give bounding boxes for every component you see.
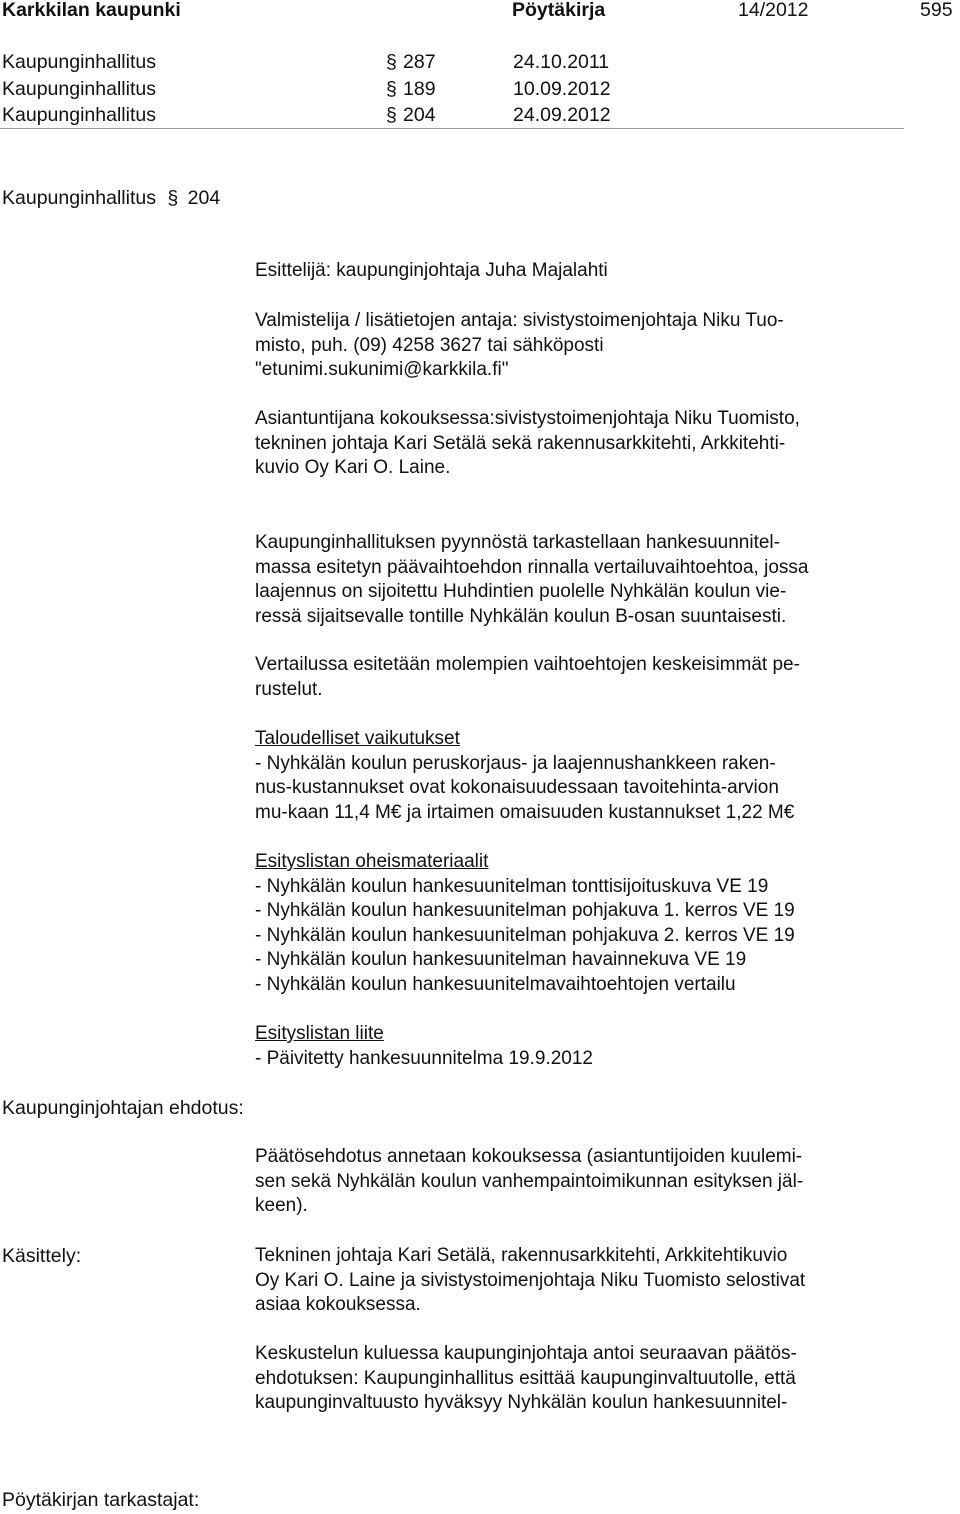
attachment-item: - Nyhkälän koulun hankesuunitelman tonttisijoituskuva VE 19 bbox=[255, 875, 769, 897]
experts-block bbox=[255, 407, 895, 481]
document-number: 14/2012 bbox=[738, 0, 809, 21]
text-line: ehdotuksen: Kaupunginhallitus esittää kaupunginvaltuutolle, että bbox=[255, 1367, 796, 1389]
text-line: Valmistelija / lisätietojen antaja: sivistystoimenjohtaja Niku Tuo- bbox=[255, 310, 784, 331]
text-line: tekninen johtaja Kari Setälä sekä rakennusarkkitehti, Arkkitehti- bbox=[255, 432, 786, 454]
section-symbol: § bbox=[386, 51, 397, 73]
attachment-item: - Nyhkälän koulun hankesuunitelmavaihtoehtojen vertailu bbox=[255, 973, 736, 995]
text-line: mu-kaan 11,4 M€ ja irtaimen omaisuuden kustannukset 1,22 M€ bbox=[255, 801, 795, 823]
appendix-heading: Esityslistan liite bbox=[255, 1023, 384, 1044]
presenter-line: Esittelijä: kaupunginjohtaja Juha Majalahti bbox=[255, 260, 608, 281]
attachments-section bbox=[255, 850, 895, 997]
attachments-heading: Esityslistan oheismateriaalit bbox=[255, 851, 489, 872]
economic-heading: Taloudelliset vaikutukset bbox=[255, 728, 460, 749]
text-line: nus-kustannukset ovat kokonaisuudessaan tavoitehinta-arvion bbox=[255, 777, 779, 798]
history-date: 24.09.2012 bbox=[513, 104, 611, 126]
section-symbol: § bbox=[167, 187, 179, 209]
attachment-item: - Nyhkälän koulun hankesuunitelman pohjakuva 2. kerros VE 19 bbox=[255, 924, 795, 946]
text-line: Kaupunginhallituksen pyynnöstä tarkastellaan hankesuunnitel- bbox=[255, 532, 780, 553]
text-line: - Nyhkälän koulun peruskorjaus- ja laajennushankkeen raken- bbox=[255, 752, 776, 774]
text-line: Tekninen johtaja Kari Setälä, rakennusarkkitehti, Arkkitehtikuvio bbox=[255, 1245, 788, 1266]
text-line: Oy Kari O. Laine ja sivistystoimenjohtaja Niku Tuomisto selostivat bbox=[255, 1269, 806, 1291]
text-line: Keskustelun kuluessa kaupunginjohtaja antoi seuraavan päätös- bbox=[255, 1343, 797, 1364]
handling-paragraph-1 bbox=[255, 1244, 895, 1318]
text-line: sen sekä Nyhkälän koulun vanhempaintoimikunnan esityksen jäl- bbox=[255, 1170, 804, 1192]
appendix-item: - Päivitetty hankesuunnitelma 19.9.2012 bbox=[255, 1047, 593, 1069]
checkers-label: Pöytäkirjan tarkastajat: bbox=[2, 1489, 200, 1511]
presenter-block bbox=[255, 259, 895, 284]
mayor-proposal-label: Kaupunginjohtajan ehdotus: bbox=[2, 1097, 244, 1119]
item-heading bbox=[2, 186, 220, 211]
text-line: Asiantuntijana kokouksessa:sivistystoimenjohtaja Niku Tuomisto, bbox=[255, 408, 800, 429]
page-number: 595 bbox=[920, 0, 953, 21]
text-line: ressä sijaitsevalle tontille Nyhkälän koulun B-osan suuntaisesti. bbox=[255, 605, 787, 627]
item-heading-number: 204 bbox=[187, 187, 221, 209]
handling-label: Käsittely: bbox=[2, 1245, 82, 1267]
mayor-proposal-text bbox=[255, 1145, 895, 1219]
text-line: rustelut. bbox=[255, 678, 323, 700]
preparer-block bbox=[255, 309, 895, 383]
text-line: kuvio Oy Kari O. Laine. bbox=[255, 457, 451, 478]
appendix-section bbox=[255, 1022, 895, 1071]
text-line: Vertailussa esitetään molempien vaihtoehtojen keskeisimmät pe- bbox=[255, 654, 800, 675]
text-line: laajennus on sijoitettu Huhdintien puolelle Nyhkälän koulun vie- bbox=[255, 581, 787, 602]
document-type: Pöytäkirja bbox=[512, 0, 606, 21]
economic-section bbox=[255, 727, 895, 825]
handling-paragraph-2 bbox=[255, 1342, 895, 1416]
history-number: 287 bbox=[403, 51, 436, 73]
comparison-paragraph bbox=[255, 653, 895, 702]
history-date: 24.10.2011 bbox=[513, 51, 610, 73]
section-symbol: § bbox=[386, 104, 397, 126]
text-line: massa esitetyn päävaihtoehdon rinnalla vertailuvaihtoehtoa, jossa bbox=[255, 556, 809, 578]
section-symbol: § bbox=[386, 78, 397, 100]
history-body: Kaupunginhallitus bbox=[2, 104, 156, 126]
text-line: kaupunginvaltuusto hyväksyy Nyhkälän koulun hankesuunnitel- bbox=[255, 1392, 788, 1413]
text-line: misto, puh. (09) 4258 3627 tai sähköposti bbox=[255, 334, 604, 356]
history-number: 204 bbox=[403, 104, 436, 126]
attachment-item: - Nyhkälän koulun hankesuunitelman pohjakuva 1. kerros VE 19 bbox=[255, 900, 795, 921]
item-heading-body: Kaupunginhallitus bbox=[2, 187, 156, 209]
history-date: 10.09.2012 bbox=[513, 78, 611, 100]
municipality-name: Karkkilan kaupunki bbox=[2, 0, 181, 21]
attachment-item: - Nyhkälän koulun hankesuunitelman havainnekuva VE 19 bbox=[255, 949, 747, 970]
text-line: keen). bbox=[255, 1195, 308, 1216]
history-divider bbox=[0, 128, 904, 129]
history-body: Kaupunginhallitus bbox=[2, 78, 156, 100]
history-number: 189 bbox=[403, 78, 436, 100]
text-line: Päätösehdotus annetaan kokouksessa (asiantuntijoiden kuulemi- bbox=[255, 1146, 803, 1167]
text-line: asiaa kokouksessa. bbox=[255, 1294, 421, 1315]
intro-paragraph bbox=[255, 531, 895, 629]
text-line: "etunimi.sukunimi@karkkila.fi" bbox=[255, 359, 509, 380]
history-body: Kaupunginhallitus bbox=[2, 51, 156, 73]
